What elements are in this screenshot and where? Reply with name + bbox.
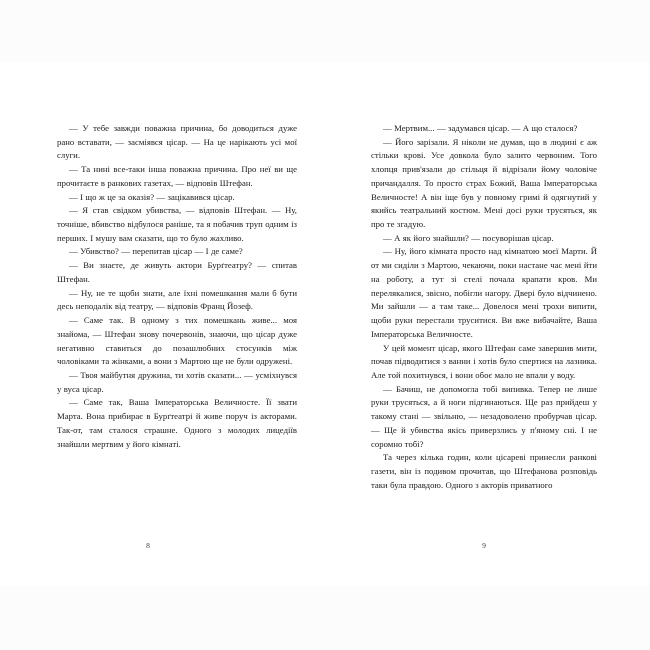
paragraph: Та через кілька годин, коли цісареві принесли ранкові газети, він із подивом прочитав, що Штефанова розповідь таки була правдою. Одного з акторів приватного bbox=[371, 452, 597, 490]
page-number-left: 8 bbox=[146, 541, 150, 550]
paragraph: — Бачиш, не допомогла тобі випивка. Тепер не лише руки трусяться, а й ноги підгинаються. Ще раз прийдеш у такому стані — звільню, — незадоволено пробурчав цісар. — Ще й убивства якісь приверзлись у п'яному сні. І не соромно тобі? bbox=[371, 383, 597, 449]
paragraph: У цей момент цісар, якого Штефан саме завершив мити, почав підводитися з ванни і хотів було спертися на лазника. Але той похитнувся, і вони обоє мало не впали у воду. bbox=[371, 342, 597, 380]
paragraph: — Ну, його кімната просто над кімнатою моєї Марти. Й от ми сиділи з Мартою, чекаючи, поки настане час мені йти на роботу, а тут зі стелі почала крапати кров. Ми перелякалися, звісно, побігли нагору. Двері було відчинено. Ми зайшли — а там таке... Довелося мені трохи випити, щоби руки перестали труситися. Ви вже вибачайте, Ваша Імператорська Величносте. bbox=[371, 246, 597, 339]
paragraph: — Та нині все-таки інша поважна причина. Про неї ви ще прочитаєте в ранкових газетах, — відповів Штефан. bbox=[57, 164, 297, 188]
paragraph: — І що ж це за оказія? — зацікавився цісар. bbox=[69, 191, 235, 202]
paragraph: — Ну, не те щоби знати, але їхні помешкання мали б бути десь неподалік від театру, — відповів Франц Йозеф. bbox=[57, 287, 297, 312]
paragraph: — Убивство? — перепитав цісар — І де саме? bbox=[69, 246, 243, 257]
paragraph: — Твоя майбутня дружина, ти хотів сказати... — усміхнувся у вуса цісар. bbox=[57, 369, 297, 394]
paragraph: — Саме так. В одному з тих помешкань живе... моя знайома, — Штефан знову почервонів, знаючи, що цісар дуже негативно ставиться до позашлюбних стосунків між чоловіками та жінками, а вони з Мартою ще не були одружені. bbox=[57, 315, 297, 367]
page-number-right: 9 bbox=[482, 541, 486, 550]
page-right bbox=[325, 62, 650, 586]
book-spread bbox=[0, 62, 650, 586]
paragraph: — Мертвим... — задумався цісар. — А що сталося? bbox=[383, 123, 578, 133]
paragraph: — Я став свідком убивства, — відповів Штефан. — Ну, точніше, вбивство відбулося раніше, та я побачив труп одним із перших. І мушу вам сказати, що то було жахливо. bbox=[57, 205, 297, 243]
page-left bbox=[0, 62, 325, 586]
page-left-text-block bbox=[57, 122, 297, 451]
paragraph: — Ви знаєте, де живуть актори Бурґтеатру? — спитав Штефан. bbox=[57, 260, 297, 284]
paragraph: — Саме так, Ваша Імператорська Величносте. Її звати Марта. Вона прибирає в Бурґтеатрі й живе поруч із акторами. Так-от, там сталося страшне. Одного з молодих лицедіїв знайшли мертвим у його кімнаті. bbox=[57, 397, 297, 449]
paragraph: — Його зарізали. Я ніколи не думав, що в людині є аж стільки крові. Усе довкола було залито червоним. Того хлопця прив'язали до стільця й відрізали йому чоловіче причандалля. То просто страх Божий, Ваша Імператорська Величносте! А він іще був у повному гримі й одягнутий у якийсь театральний костюм. Мені досі руки трусяться, як про те згадую. bbox=[371, 136, 597, 230]
paragraph: — А як його знайшли? — посуворішав цісар. bbox=[383, 232, 554, 243]
paragraph: — У тебе завжди поважна причина, бо доводиться дуже рано вставати, — засміявся цісар. — На це нарікають усі мої слуги. bbox=[57, 123, 297, 161]
page-right-text-block bbox=[371, 122, 597, 492]
